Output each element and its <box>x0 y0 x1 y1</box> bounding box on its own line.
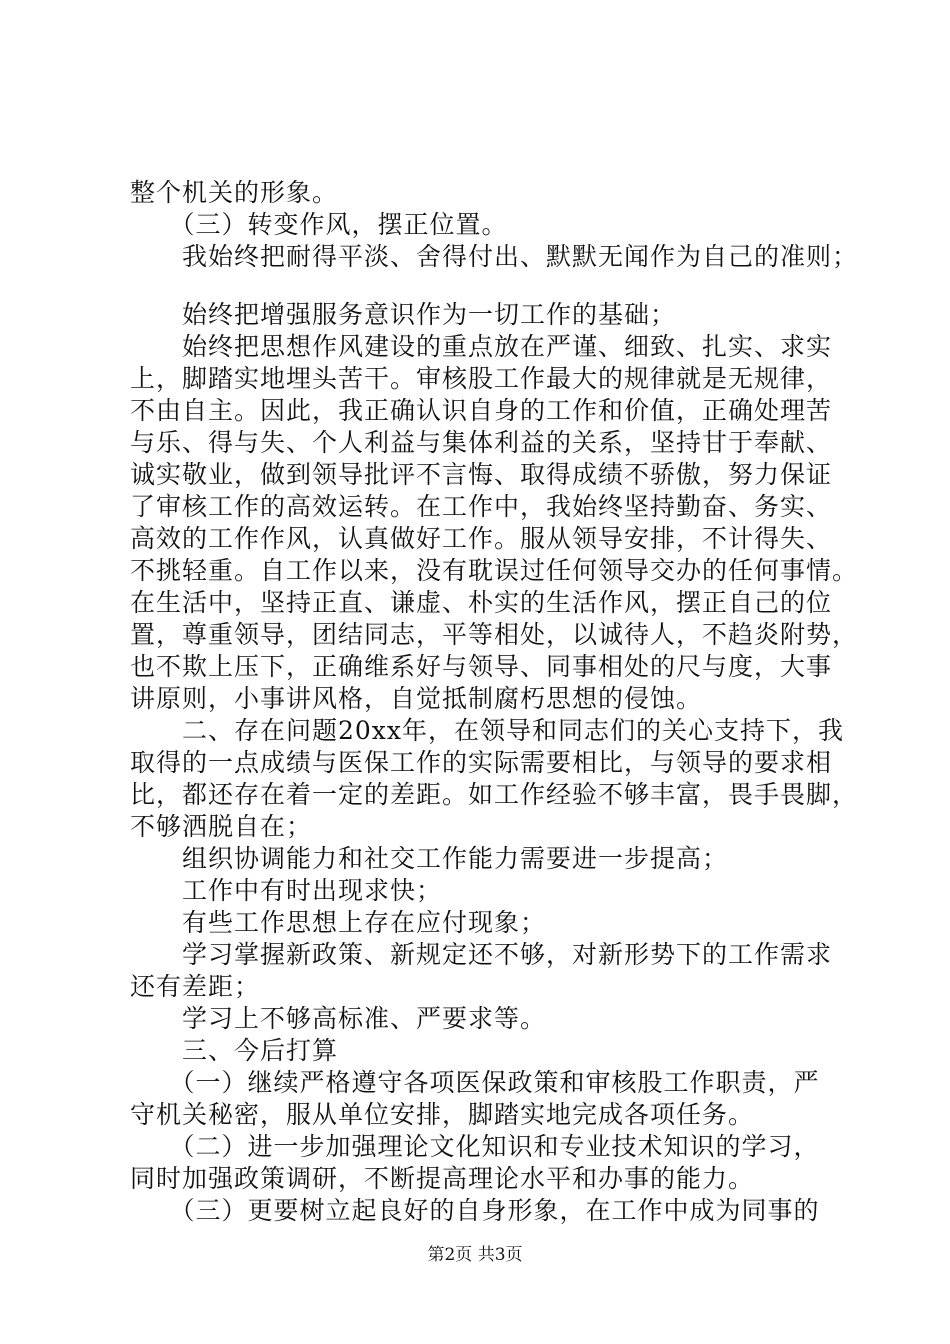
text-line: 有些工作思想上存在应付现象； <box>130 908 547 937</box>
text-line: 取得的一点成绩与医保工作的实际需要相比，与领导的要求相 <box>130 748 833 777</box>
text-line: （三）更要树立起良好的自身形象，在工作中成为同事的 <box>130 1196 820 1225</box>
text-line: 学习上不够高标准、严要求等。 <box>130 1004 547 1033</box>
page-number-footer: 第2页 共3页 <box>427 1245 523 1265</box>
text-line: 置，尊重领导，团结同志，平等相处，以诚待人，不趋炎附势， <box>130 620 859 649</box>
text-line: 学习掌握新政策、新规定还不够，对新形势下的工作需求 <box>130 940 833 969</box>
text-line: 守机关秘密，服从单位安排，脚踏实地完成各项任务。 <box>130 1100 755 1129</box>
text-line: （一）继续严格遵守各项医保政策和审核股工作职责，严 <box>130 1068 820 1097</box>
text-line: 不由自主。因此，我正确认识自身的工作和价值，正确处理苦 <box>130 396 833 425</box>
text-line: 同时加强政策调研，不断提高理论水平和办事的能力。 <box>130 1164 755 1193</box>
text-line: 我始终把耐得平淡、舍得付出、默默无闻作为自己的准则； <box>130 242 859 271</box>
section-heading: （三）转变作风，摆正位置。 <box>130 210 508 239</box>
text-line: 讲原则，小事讲风格，自觉抵制腐朽思想的侵蚀。 <box>130 684 703 713</box>
text-line: 不挑轻重。自工作以来，没有耽误过任何领导交办的任何事情。 <box>130 556 859 585</box>
text-line: （二）进一步加强理论文化知识和专业技术知识的学习， <box>130 1132 820 1161</box>
section-heading: 三、今后打算 <box>130 1036 339 1065</box>
text-line: 还有差距； <box>130 972 261 1001</box>
text-line: 在生活中，坚持正直、谦虚、朴实的生活作风，摆正自己的位 <box>130 588 833 617</box>
text-line: 始终把思想作风建设的重点放在严谨、细致、扎实、求实 <box>130 332 833 361</box>
section-heading: 二、存在问题20xx年，在领导和同志们的关心支持下，我 <box>130 716 845 745</box>
text-line: 始终把增强服务意识作为一切工作的基础； <box>130 300 677 329</box>
text-line: 了审核工作的高效运转。在工作中，我始终坚持勤奋、务实、 <box>130 492 833 521</box>
text-line: 不够洒脱自在； <box>130 812 313 841</box>
text-line: 组织协调能力和社交工作能力需要进一步提高； <box>130 844 729 873</box>
text-line: 高效的工作作风，认真做好工作。服从领导安排，不计得失、 <box>130 524 833 553</box>
text-line: 工作中有时出现求快； <box>130 876 443 905</box>
text-line: 诚实敬业，做到领导批评不言悔、取得成绩不骄傲，努力保证 <box>130 460 833 489</box>
text-line: 比，都还存在着一定的差距。如工作经验不够丰富，畏手畏脚， <box>130 780 859 809</box>
text-line: 整个机关的形象。 <box>130 178 339 207</box>
text-line: 上，脚踏实地埋头苦干。审核股工作最大的规律就是无规律， <box>130 364 833 393</box>
text-line: 也不欺上压下，正确维系好与领导、同事相处的尺与度，大事 <box>130 652 833 681</box>
text-line: 与乐、得与失、个人利益与集体利益的关系，坚持甘于奉献、 <box>130 428 833 457</box>
